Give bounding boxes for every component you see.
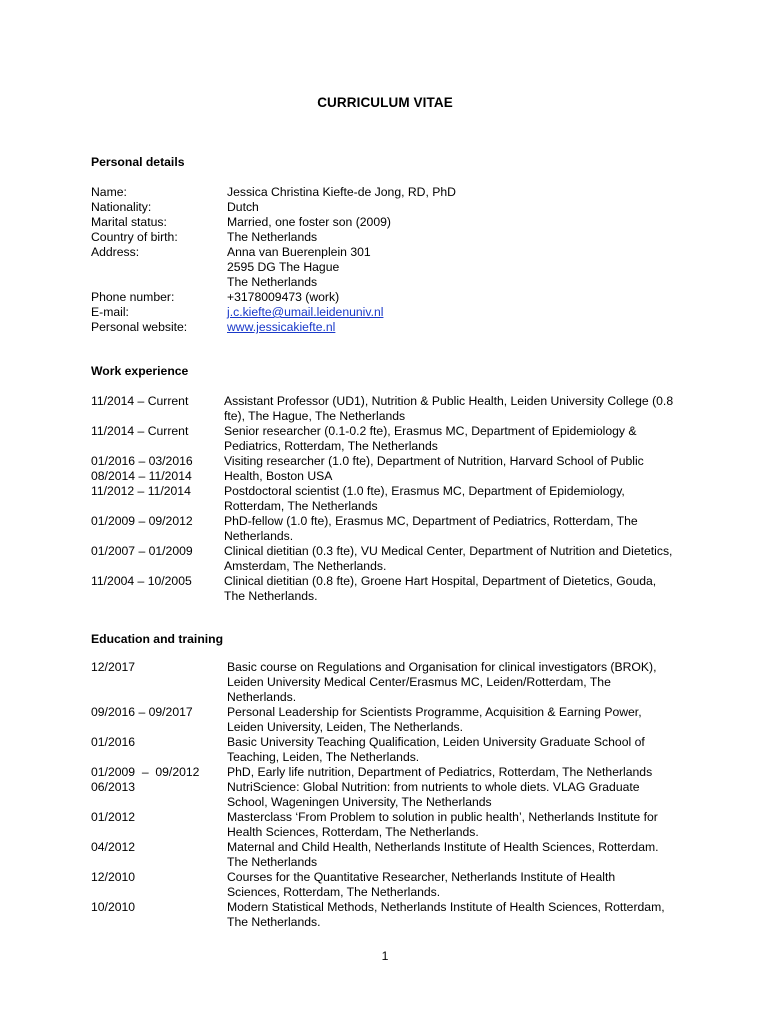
work-line: Postdoctoral scientist (1.0 fte), Erasmus MC, Department of Epidemiology, bbox=[224, 484, 625, 498]
address-line: Anna van Buerenplein 301 bbox=[227, 245, 371, 259]
education-date: 01/2016 bbox=[91, 735, 136, 749]
education-description bbox=[227, 765, 682, 780]
work-description bbox=[224, 424, 680, 454]
personal-details-table bbox=[91, 185, 647, 335]
website-row bbox=[91, 320, 647, 335]
nationality-value: Dutch bbox=[227, 200, 259, 214]
country-of-birth-row bbox=[91, 230, 647, 245]
education-row bbox=[91, 840, 682, 870]
education-date: 01/2009 – 09/2012 bbox=[91, 765, 200, 779]
education-description bbox=[227, 810, 682, 840]
website-link[interactable]: www.jessicakiefte.nl bbox=[227, 320, 336, 334]
education-description bbox=[227, 735, 682, 765]
work-description bbox=[224, 454, 680, 469]
phone-row bbox=[91, 290, 647, 305]
work-row bbox=[91, 514, 680, 544]
work-description bbox=[224, 514, 680, 544]
name-label: Name: bbox=[91, 185, 127, 199]
work-line: Senior researcher (0.1-0.2 fte), Erasmus MC, Department of Epidemiology & bbox=[224, 424, 637, 438]
address-line: 2595 DG The Hague bbox=[227, 260, 340, 274]
work-row bbox=[91, 544, 680, 574]
marital-status-value: Married, one foster son (2009) bbox=[227, 215, 391, 229]
education-line: The Netherlands. bbox=[227, 915, 321, 929]
education-description bbox=[227, 705, 682, 735]
education-line: Personal Leadership for Scientists Programme, Acquisition & Earning Power, bbox=[227, 705, 642, 719]
work-date: 11/2012 – 11/2014 bbox=[91, 484, 191, 498]
name-row bbox=[91, 185, 647, 200]
personal-details-heading: Personal details bbox=[91, 155, 185, 169]
work-date: 11/2004 – 10/2005 bbox=[91, 574, 192, 588]
work-line: Clinical dietitian (0.8 fte), Groene Hart Hospital, Department of Dietetics, Gouda, bbox=[224, 574, 657, 588]
work-line: Visiting researcher (1.0 fte), Department of Nutrition, Harvard School of Public bbox=[224, 454, 644, 468]
work-line: Rotterdam, The Netherlands bbox=[224, 499, 378, 513]
education-date: 12/2010 bbox=[91, 870, 136, 884]
education-heading: Education and training bbox=[91, 632, 224, 646]
education-line: Teaching, Leiden, The Netherlands. bbox=[227, 750, 420, 764]
education-description bbox=[227, 900, 682, 930]
education-line: Basic University Teaching Qualification, Leiden University Graduate School of bbox=[227, 735, 645, 749]
education-date: 01/2012 bbox=[91, 810, 136, 824]
work-row bbox=[91, 394, 680, 424]
work-line: Health, Boston USA bbox=[224, 469, 333, 483]
email-cell bbox=[227, 305, 647, 320]
address-value bbox=[227, 245, 647, 290]
work-date: 08/2014 – 11/2014 bbox=[91, 469, 192, 483]
education-line: Leiden University, Leiden, The Netherlands. bbox=[227, 720, 463, 734]
phone-value: +3178009473 (work) bbox=[227, 290, 340, 304]
website-label: Personal website: bbox=[91, 320, 188, 334]
work-line: PhD-fellow (1.0 fte), Erasmus MC, Department of Pediatrics, Rotterdam, The bbox=[224, 514, 638, 528]
website-cell bbox=[227, 320, 647, 335]
country-of-birth-label: Country of birth: bbox=[91, 230, 178, 244]
work-row bbox=[91, 424, 680, 454]
education-line: Netherlands. bbox=[227, 690, 297, 704]
marital-status-label: Marital status: bbox=[91, 215, 167, 229]
country-of-birth-value: The Netherlands bbox=[227, 230, 318, 244]
education-date: 10/2010 bbox=[91, 900, 136, 914]
email-link[interactable]: j.c.kiefte@umail.leidenuniv.nl bbox=[227, 305, 384, 319]
education-date: 09/2016 – 09/2017 bbox=[91, 705, 193, 719]
nationality-label: Nationality: bbox=[91, 200, 152, 214]
work-experience-heading: Work experience bbox=[91, 364, 189, 378]
page-number: 1 bbox=[381, 949, 389, 963]
education-line: School, Wageningen University, The Netherlands bbox=[227, 795, 492, 809]
work-date: 01/2016 – 03/2016 bbox=[91, 454, 193, 468]
work-row bbox=[91, 484, 680, 514]
work-description bbox=[224, 484, 680, 514]
name-value: Jessica Christina Kiefte-de Jong, RD, PhD bbox=[227, 185, 456, 199]
work-description bbox=[224, 574, 680, 604]
address-line: The Netherlands bbox=[227, 275, 318, 289]
education-date: 12/2017 bbox=[91, 660, 136, 674]
phone-label: Phone number: bbox=[91, 290, 175, 304]
work-line: fte), The Hague, The Netherlands bbox=[224, 409, 406, 423]
work-description bbox=[224, 469, 680, 484]
education-row bbox=[91, 870, 682, 900]
education-line: Courses for the Quantitative Researcher, Netherlands Institute of Health bbox=[227, 870, 616, 884]
education-row bbox=[91, 765, 682, 780]
education-date: 06/2013 bbox=[91, 780, 136, 794]
work-row bbox=[91, 454, 680, 469]
education-row bbox=[91, 900, 682, 930]
education-row bbox=[91, 735, 682, 765]
education-table bbox=[91, 660, 682, 930]
education-description bbox=[227, 780, 682, 810]
education-line: Health Sciences, Rotterdam, The Netherlands. bbox=[227, 825, 479, 839]
work-date: 11/2014 – Current bbox=[91, 394, 189, 408]
address-row bbox=[91, 245, 647, 290]
education-line: Masterclass ‘From Problem to solution in public health’, Netherlands Institute for bbox=[227, 810, 658, 824]
education-line: Sciences, Rotterdam, The Netherlands. bbox=[227, 885, 441, 899]
work-date: 11/2014 – Current bbox=[91, 424, 189, 438]
work-line: Amsterdam, The Netherlands. bbox=[224, 559, 387, 573]
education-row bbox=[91, 780, 682, 810]
education-description bbox=[227, 660, 682, 705]
education-row bbox=[91, 660, 682, 705]
work-description bbox=[224, 394, 680, 424]
work-line: Pediatrics, Rotterdam, The Netherlands bbox=[224, 439, 438, 453]
work-line: Assistant Professor (UD1), Nutrition & Public Health, Leiden University College (0.8 bbox=[224, 394, 674, 408]
work-line: Netherlands. bbox=[224, 529, 294, 543]
education-row bbox=[91, 810, 682, 840]
education-date: 04/2012 bbox=[91, 840, 136, 854]
education-line: NutriScience: Global Nutrition: from nutrients to whole diets. VLAG Graduate bbox=[227, 780, 640, 794]
education-line: Maternal and Child Health, Netherlands Institute of Health Sciences, Rotterdam. bbox=[227, 840, 659, 854]
work-row bbox=[91, 574, 680, 604]
work-date: 01/2007 – 01/2009 bbox=[91, 544, 193, 558]
education-line: Modern Statistical Methods, Netherlands Institute of Health Sciences, Rotterdam, bbox=[227, 900, 665, 914]
education-description bbox=[227, 840, 682, 870]
education-line: The Netherlands bbox=[227, 855, 318, 869]
email-row bbox=[91, 305, 647, 320]
nationality-row bbox=[91, 200, 647, 215]
work-line: Clinical dietitian (0.3 fte), VU Medical Center, Department of Nutrition and Dietetics, bbox=[224, 544, 673, 558]
work-date: 01/2009 – 09/2012 bbox=[91, 514, 193, 528]
education-description bbox=[227, 870, 682, 900]
education-line: Leiden University Medical Center/Erasmus MC, Leiden/Rotterdam, The bbox=[227, 675, 611, 689]
education-row bbox=[91, 705, 682, 735]
marital-status-row bbox=[91, 215, 647, 230]
education-line: Basic course on Regulations and Organisation for clinical investigators (BROK), bbox=[227, 660, 657, 674]
address-label: Address: bbox=[91, 245, 140, 259]
education-line: PhD, Early life nutrition, Department of Pediatrics, Rotterdam, The Netherlands bbox=[227, 765, 653, 779]
email-label: E-mail: bbox=[91, 305, 129, 319]
work-experience-table bbox=[91, 394, 680, 604]
work-row bbox=[91, 469, 680, 484]
work-description bbox=[224, 544, 680, 574]
document-title: CURRICULUM VITAE bbox=[317, 95, 453, 110]
work-line: The Netherlands. bbox=[224, 589, 318, 603]
